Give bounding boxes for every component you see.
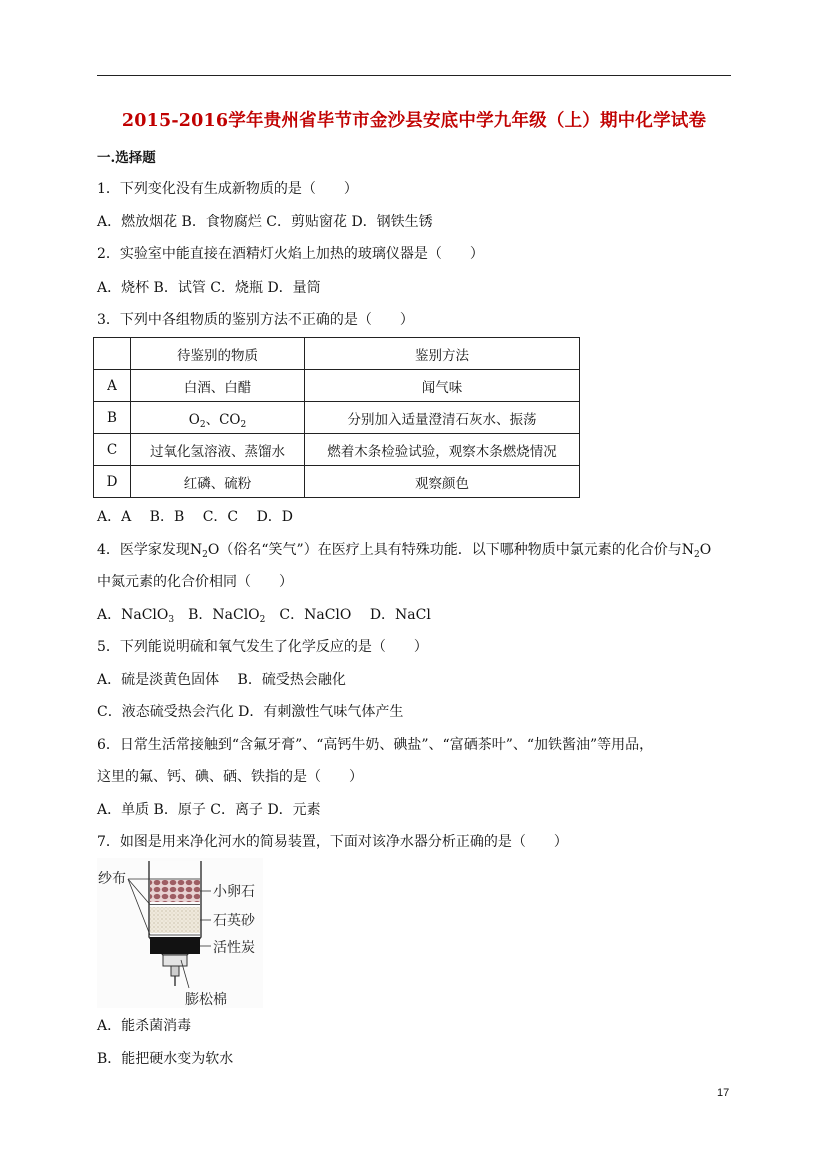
q6-line1: 6．日常生活常接触到“含氟牙膏”、“高钙牛奶、碘盐”、“富硒茶叶”、“加铁酱油”等用品， <box>97 737 654 753</box>
q5-options-line2: C．液态硫受热会汽化 D．有刺激性气味气体产生 <box>97 704 404 720</box>
section-heading: 一.选择题 <box>97 150 156 166</box>
row-substances: 过氧化氢溶液、蒸馏水 <box>131 434 305 466</box>
row-label: C <box>94 434 131 466</box>
q5-options-line1: A．硫是淡黄色固体 B．硫受热会融化 <box>97 672 346 688</box>
table-header-row <box>94 338 580 370</box>
table-row <box>94 370 580 402</box>
table-header-cell: 待鉴别的物质 <box>131 338 305 370</box>
q4-line1: 4．医学家发现$N_2O$（俗名“笑气”）在医疗上具有特殊功能．以下哪种物质中氯元素的化合价与$N_2O$ <box>97 542 712 560</box>
row-method: 闻气味 <box>305 370 580 402</box>
table-row <box>94 434 580 466</box>
row-method: 燃着木条检验试验，观察木条燃烧情况 <box>305 434 580 466</box>
row-method: 观察颜色 <box>305 466 580 498</box>
q4-line2: 中氮元素的化合价相同（ ） <box>97 574 293 590</box>
label-pebbles: 小卵石 <box>213 884 255 900</box>
q2-stem: 2．实验室中能直接在酒精灯火焰上加热的玻璃仪器是（ ） <box>97 246 484 262</box>
q7-option-b: B．能把硬水变为软水 <box>97 1051 234 1067</box>
label-quartz-sand: 石英砂 <box>213 913 255 929</box>
row-label: D <box>94 466 131 498</box>
header-rule <box>97 75 731 76</box>
q6-line2: 这里的氟、钙、碘、硒、铁指的是（ ） <box>97 769 363 785</box>
q3-stem: 3．下列中各组物质的鉴别方法不正确的是（ ） <box>97 312 414 328</box>
page-number: 17 <box>717 1087 730 1099</box>
activated-carbon-layer <box>150 937 200 954</box>
table-header-cell <box>94 338 131 370</box>
pebble-layer <box>150 880 200 902</box>
table-row <box>94 402 580 434</box>
label-activated-carbon: 活性炭 <box>213 940 255 956</box>
row-substances: 白酒、白醋 <box>131 370 305 402</box>
q3-table <box>93 337 580 498</box>
q1-stem: 1．下列变化没有生成新物质的是（ ） <box>97 181 358 197</box>
q7-stem: 7．如图是用来净化河水的简易装置，下面对该净水器分析正确的是（ ） <box>97 834 568 850</box>
table-header-cell: 鉴别方法 <box>305 338 580 370</box>
table-row <box>94 466 580 498</box>
q3-options: A．A B．B C．C D．D <box>97 509 294 525</box>
filter-diagram <box>97 858 263 1008</box>
row-substances: $O_2$、$CO_2$ <box>131 402 305 434</box>
q2-options: A．烧杯 B．试管 C．烧瓶 D．量筒 <box>97 280 321 296</box>
q6-options: A．单质 B．原子 C．离子 D．元素 <box>97 802 321 818</box>
row-method: 分别加入适量澄清石灰水、振荡 <box>305 402 580 434</box>
q4-options: A．NaClO$_3$ B．NaClO$_2$ C．NaClO D．NaCl <box>97 607 431 625</box>
q7-option-a: A．能杀菌消毒 <box>97 1018 192 1034</box>
quartz-sand-layer <box>150 907 200 933</box>
row-label: B <box>94 402 131 434</box>
row-substances: 红磷、硫粉 <box>131 466 305 498</box>
water-filter-figure <box>97 858 263 1008</box>
exam-title: 2015-2016学年贵州省毕节市金沙县安底中学九年级（上）期中化学试卷 <box>121 111 707 131</box>
label-gauze: 纱布 <box>98 871 126 887</box>
q5-stem: 5．下列能说明硫和氧气发生了化学反应的是（ ） <box>97 639 428 655</box>
label-cotton: 膨松棉 <box>185 992 227 1008</box>
row-label: A <box>94 370 131 402</box>
q1-options: A．燃放烟花 B．食物腐烂 C．剪贴窗花 D．钢铁生锈 <box>97 214 433 230</box>
